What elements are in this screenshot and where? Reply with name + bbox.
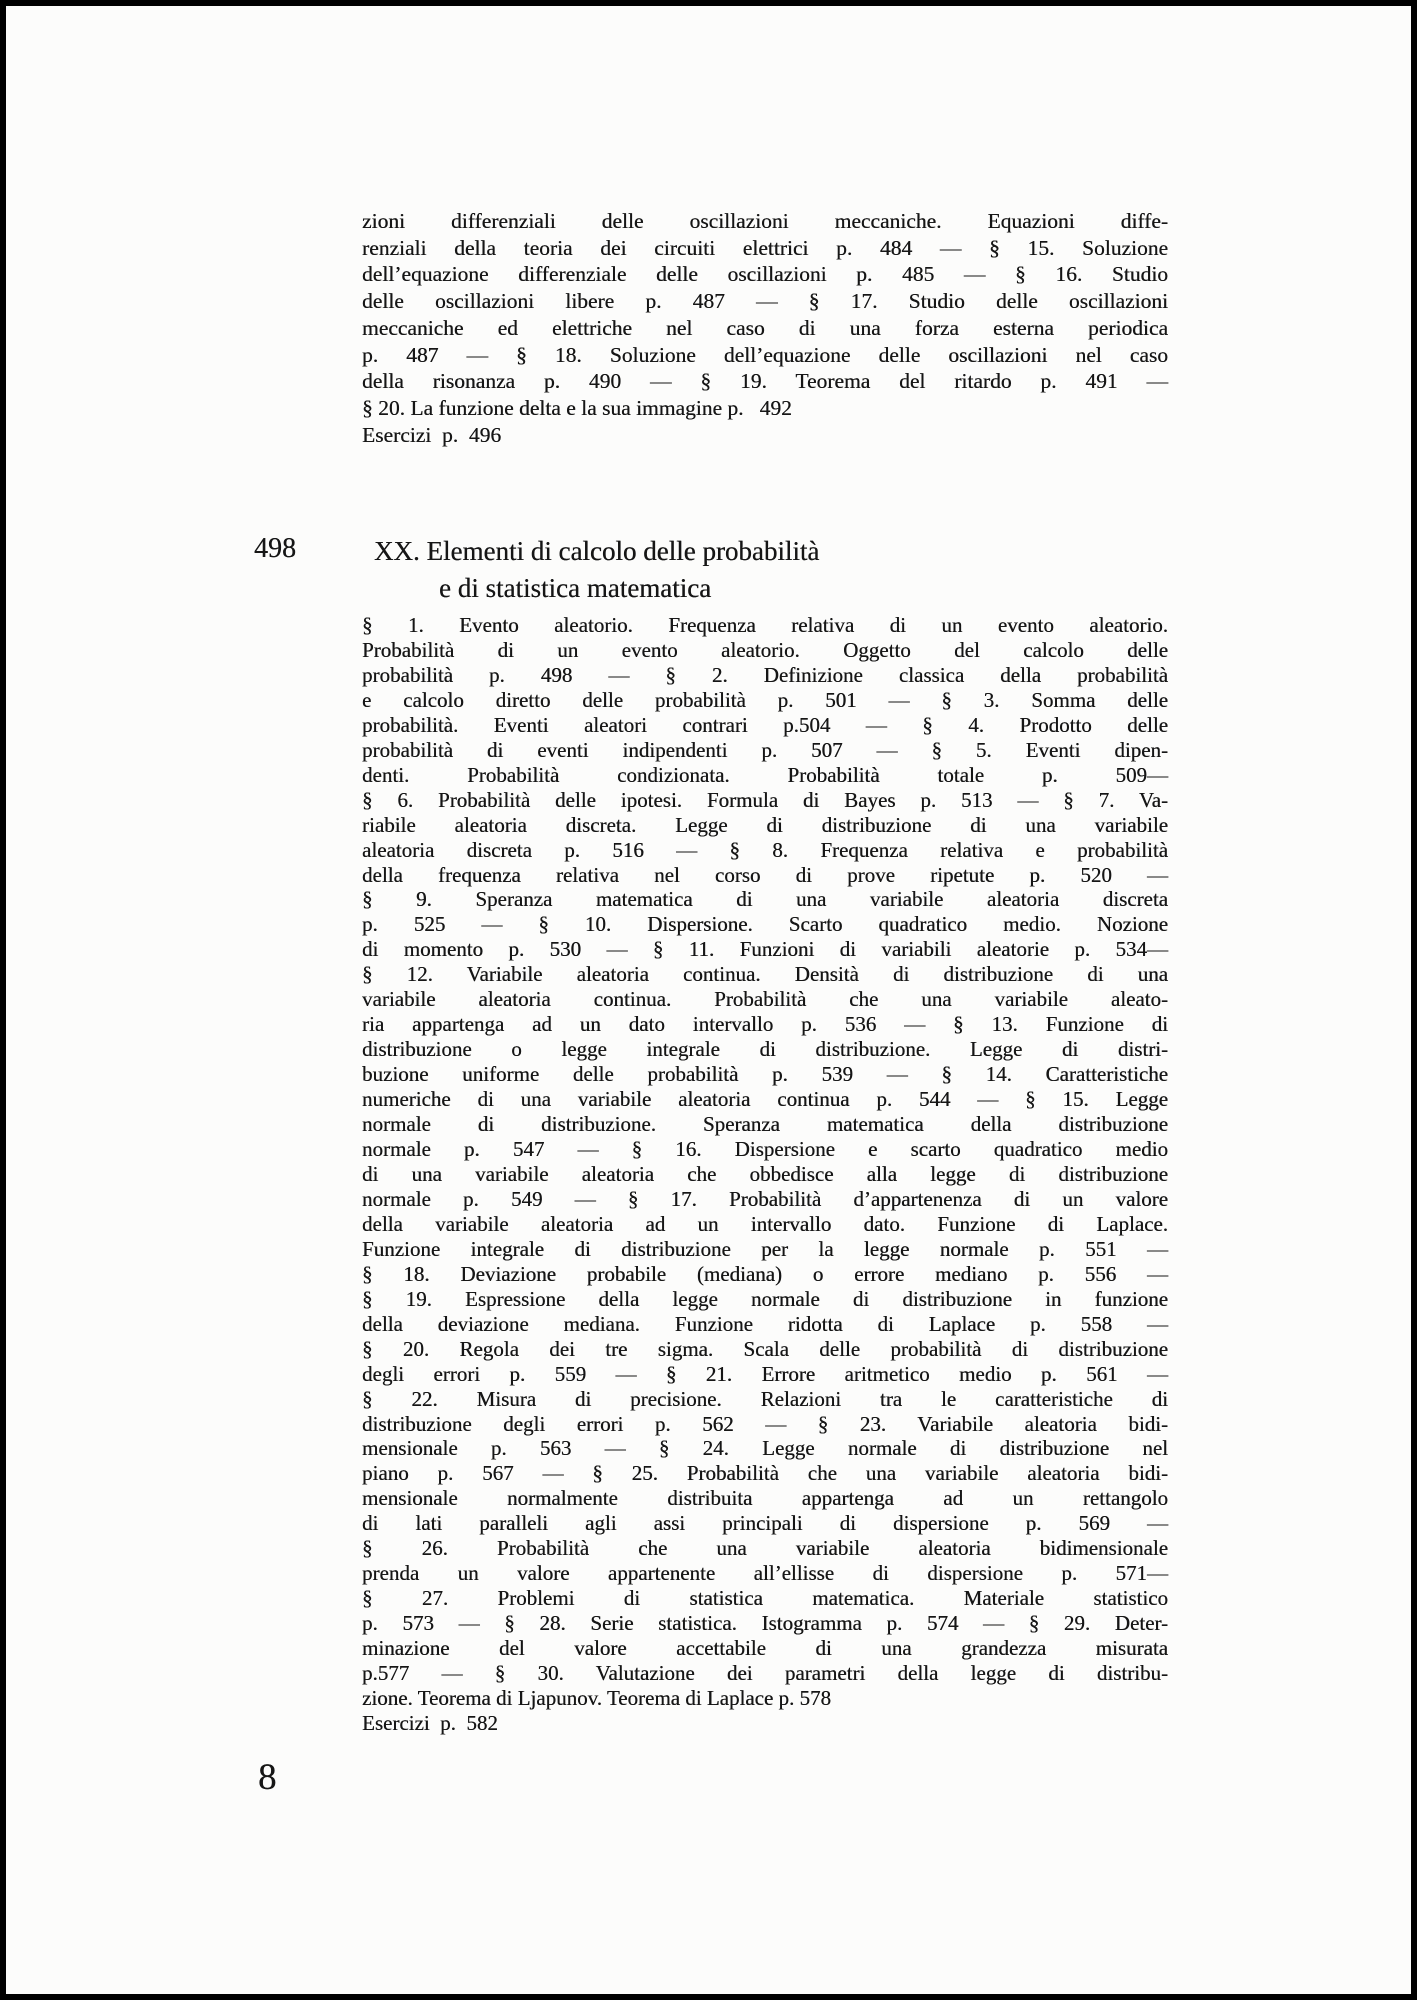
continuation-line: dell’equazione differenziale delle oscillazioni p. 485 — § 16. Studio [362,262,1168,287]
toc-line: di una variabile aleatoria che obbedisce alla legge di distribuzione [362,1161,1168,1186]
continuation-line: Esercizi p. 496 [362,422,502,447]
chapter-start-page: 498 [254,533,296,564]
chapter-title-line1: XX. Elementi di calcolo delle probabilità [374,536,820,566]
continuation-line: meccaniche ed elettriche nel caso di una forza esterna periodica [362,315,1168,340]
toc-line: § 22. Misura di precisione. Relazioni tra le caratteristiche di [362,1386,1168,1411]
toc-line: aleatoria discreta p. 516 — § 8. Frequenza relativa e probabilità [362,837,1168,862]
toc-line: buzione uniforme delle probabilità p. 539 — § 14. Caratteristiche [362,1062,1168,1087]
toc-line: della variabile aleatoria ad un intervallo dato. Funzione di Laplace. [362,1211,1168,1236]
toc-line: Esercizi p. 582 [362,1710,498,1735]
toc-line: probabilità. Eventi aleatori contrari p.504 — § 4. Prodotto delle [362,712,1168,737]
toc-line: denti. Probabilità condizionata. Probabilità totale p. 509— [362,762,1168,787]
toc-line: della frequenza relativa nel corso di prove ripetute p. 520 — [362,862,1168,887]
toc-line: Funzione integrale di distribuzione per la legge normale p. 551 — [362,1236,1168,1261]
toc-line: p. 525 — § 10. Dispersione. Scarto quadratico medio. Nozione [362,912,1168,937]
toc-line: ria appartenga ad un dato intervallo p. 536 — § 13. Funzione di [362,1012,1168,1037]
page-number: 8 [258,1757,277,1798]
toc-line: piano p. 567 — § 25. Probabilità che una variabile aleatoria bidi- [362,1461,1168,1486]
continuation-line: § 20. La funzione delta e la sua immagine p. 492 [362,395,792,420]
chapter-heading [374,533,819,606]
continuation-line: delle oscillazioni libere p. 487 — § 17. Studio delle oscillazioni [362,289,1168,314]
toc-line: probabilità p. 498 — § 2. Definizione classica della probabilità [362,662,1168,687]
toc-line: § 20. Regola dei tre sigma. Scala delle probabilità di distribuzione [362,1336,1168,1361]
toc-line: probabilità di eventi indipendenti p. 507 — § 5. Eventi dipen- [362,737,1168,762]
toc-line: distribuzione o legge integrale di distribuzione. Legge di distri- [362,1037,1168,1062]
continuation-line: p. 487 — § 18. Soluzione dell’equazione delle oscillazioni nel caso [362,342,1168,367]
toc-line: § 26. Probabilità che una variabile aleatoria bidimensionale [362,1536,1168,1561]
toc-line: p.577 — § 30. Valutazione dei parametri della legge di distribu- [362,1661,1168,1686]
chapter-title-line2: e di statistica matematica [439,572,712,603]
toc-line: normale p. 547 — § 16. Dispersione e scarto quadratico medio [362,1137,1168,1162]
toc-line: normale p. 549 — § 17. Probabilità d’appartenenza di un valore [362,1186,1168,1211]
toc-line: § 6. Probabilità delle ipotesi. Formula di Bayes p. 513 — § 7. Va- [362,787,1168,812]
toc-line: prenda un valore appartenente all’ellisse di dispersione p. 571— [362,1561,1168,1586]
toc-line: § 27. Problemi di statistica matematica. Materiale statistico [362,1586,1168,1611]
toc-line: p. 573 — § 28. Serie statistica. Istogramma p. 574 — § 29. Deter- [362,1611,1168,1636]
continuation-paragraph [362,208,1168,448]
toc-line: variabile aleatoria continua. Probabilità che una variabile aleato- [362,987,1168,1012]
toc-paragraph [362,613,1168,1736]
toc-line: minazione del valore accettabile di una grandezza misurata [362,1636,1168,1661]
toc-line: § 19. Espressione della legge normale di distribuzione in funzione [362,1286,1168,1311]
continuation-line: renziali della teoria dei circuiti elettrici p. 484 — § 15. Soluzione [362,235,1168,260]
toc-line: zione. Teorema di Ljapunov. Teorema di Laplace p. 578 [362,1685,832,1710]
toc-line: § 12. Variabile aleatoria continua. Densità di distribuzione di una [362,962,1168,987]
toc-line: e calcolo diretto delle probabilità p. 501 — § 3. Somma delle [362,687,1168,712]
toc-line: riabile aleatoria discreta. Legge di distribuzione di una variabile [362,812,1168,837]
toc-line: numeriche di una variabile aleatoria continua p. 544 — § 15. Legge [362,1087,1168,1112]
toc-line: normale di distribuzione. Speranza matematica della distribuzione [362,1112,1168,1137]
toc-line: § 1. Evento aleatorio. Frequenza relativa di un evento aleatorio. [362,613,1168,637]
continuation-line: della risonanza p. 490 — § 19. Teorema del ritardo p. 491 — [362,369,1168,394]
toc-line: § 18. Deviazione probabile (mediana) o errore mediano p. 556 — [362,1261,1168,1286]
toc-line: di lati paralleli agli assi principali di dispersione p. 569 — [362,1511,1168,1536]
toc-line: della deviazione mediana. Funzione ridotta di Laplace p. 558 — [362,1311,1168,1336]
toc-line: Probabilità di un evento aleatorio. Oggetto del calcolo delle [362,637,1168,662]
toc-line: mensionale normalmente distribuita appartenga ad un rettangolo [362,1486,1168,1511]
toc-line: mensionale p. 563 — § 24. Legge normale di distribuzione nel [362,1436,1168,1461]
toc-line: § 9. Speranza matematica di una variabile aleatoria discreta [362,887,1168,912]
toc-line: distribuzione degli errori p. 562 — § 23. Variabile aleatoria bidi- [362,1411,1168,1436]
toc-line: di momento p. 530 — § 11. Funzioni di variabili aleatorie p. 534— [362,937,1168,962]
toc-line: degli errori p. 559 — § 21. Errore aritmetico medio p. 561 — [362,1361,1168,1386]
continuation-line: zioni differenziali delle oscillazioni meccaniche. Equazioni diffe- [362,209,1168,233]
